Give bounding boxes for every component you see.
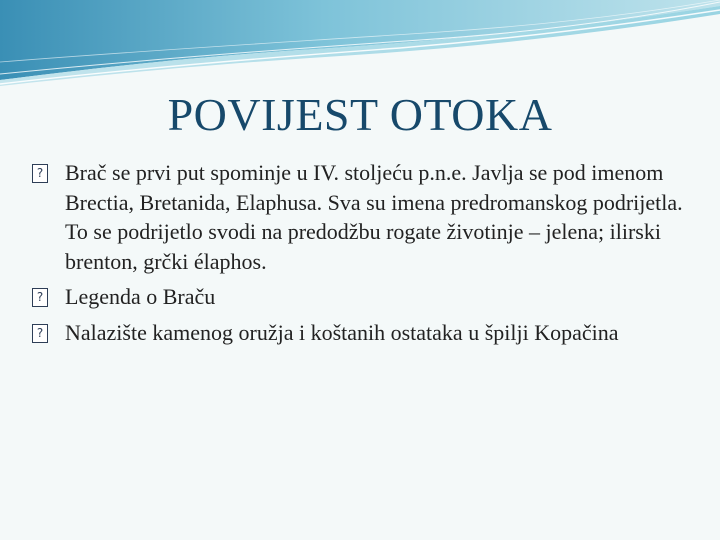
unknown-glyph-box-icon: ? [32,288,48,307]
bullet-list [32,158,692,353]
bullet-item [32,318,692,348]
bullet-item [32,282,692,312]
bullet-text: Brač se prvi put spominje u IV. stoljeću p.n.e. Javlja se pod imenom Brectia, Bretanida, Elaphusa. Sva su imena predromanskog podrijetla. To se podrijetlo svodi na predodžbu rogate životinje – jelena; ilirski brenton, grčki élaphos. [65,160,683,274]
slide-title: POVIJEST OTOKA [167,89,553,140]
wave-header-decoration [0,0,720,90]
bullet-text: Nalazište kamenog oružja i koštanih ostataka u špilji Kopačina [65,319,619,345]
unknown-glyph-box-icon: ? [32,324,48,343]
bullet-text: Legenda o Braču [65,284,216,309]
bullet-item [32,158,692,276]
unknown-glyph-box-icon: ? [32,164,48,183]
